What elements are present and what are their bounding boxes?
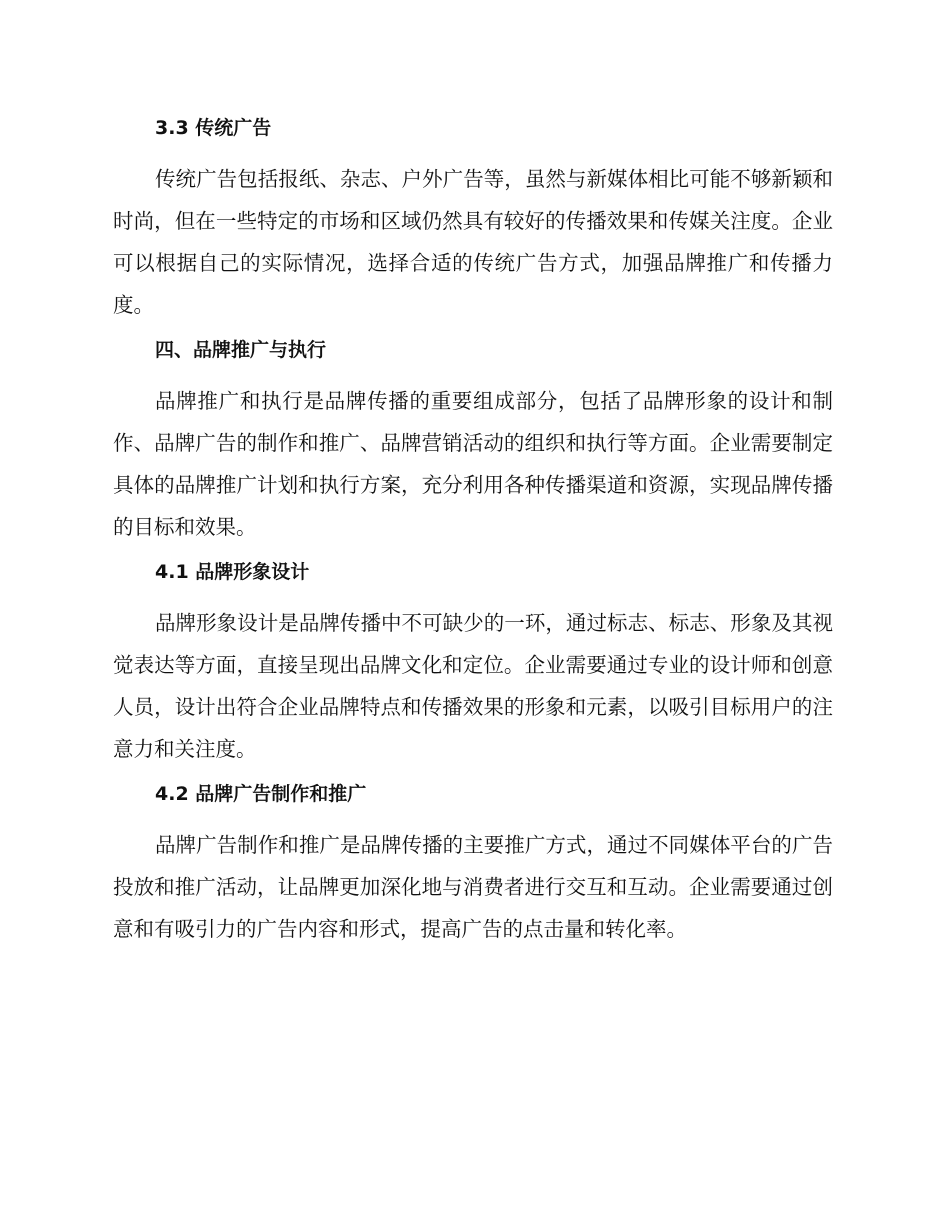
section-heading-3-3: 3.3 传统广告 [155, 117, 272, 139]
section-paragraph-4-1: 品牌形象设计是品牌传播中不可缺少的一环，通过标志、标志、形象及其视觉表达等方面，直接呈现出品牌文化和定位。企业需要通过专业的设计师和创意人员，设计出符合企业品牌特点和传播效果的形象和元素，以吸引目标用户的注意力和关注度。 [113, 611, 833, 761]
section-heading-4-1: 4.1 品牌形象设计 [155, 561, 310, 583]
section-paragraph-4-2: 品牌广告制作和推广是品牌传播的主要推广方式，通过不同媒体平台的广告投放和推广活动，让品牌更加深化地与消费者进行交互和互动。企业需要通过创意和有吸引力的广告内容和形式，提高广告的点击量和转化率。 [113, 833, 833, 941]
section-heading-4-2: 4.2 品牌广告制作和推广 [155, 783, 367, 805]
section-paragraph-3-3: 传统广告包括报纸、杂志、户外广告等，虽然与新媒体相比可能不够新颖和时尚，但在一些特定的市场和区域仍然具有较好的传播效果和传媒关注度。企业可以根据自己的实际情况，选择合适的传统广告方式，加强品牌推广和传播力度。 [113, 167, 833, 317]
section-paragraph-4: 品牌推广和执行是品牌传播的重要组成部分，包括了品牌形象的设计和制作、品牌广告的制作和推广、品牌营销活动的组织和执行等方面。企业需要制定具体的品牌推广计划和执行方案，充分利用各种传播渠道和资源，实现品牌传播的目标和效果。 [113, 389, 833, 539]
document-body [113, 112, 833, 950]
section-heading-4: 四、品牌推广与执行 [155, 339, 327, 361]
